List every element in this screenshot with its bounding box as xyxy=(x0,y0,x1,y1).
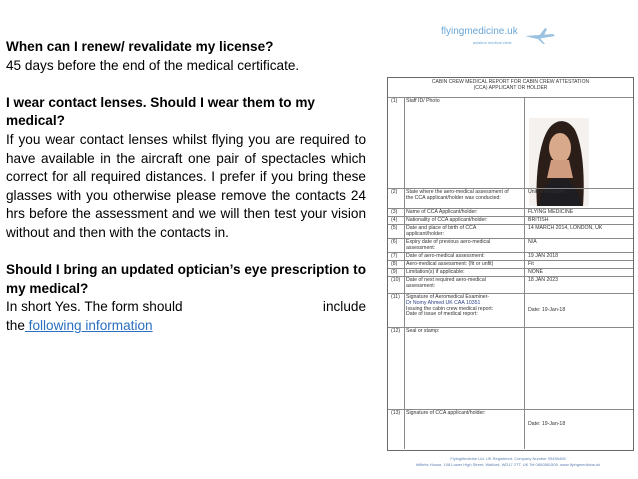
faq-answer-3-prefix: the xyxy=(6,317,25,333)
logo-subtext: aviation medical clinic xyxy=(473,40,512,45)
form-row: (3) Name of CCA Applicant/holder: FLYING MEDICINE xyxy=(388,208,633,217)
form-row: (4) Nationality of CCA applicant/holder: BRITISH xyxy=(388,216,633,225)
faq-answer-3 xyxy=(6,298,366,317)
document-footer: FlyingMedicine Ltd. UK Registered. Company Number 09455408 Willetts House, 108 Lower High Street, Watford, WD17 2TT. UK Tel 0800581505. www.flyingmedicine.uk xyxy=(415,456,601,467)
form-row: (5) Date and place of birth of CCA applicant/holder: 14 MARCH 2014, LONDON, UK xyxy=(388,224,633,239)
form-row: (2) State where the aero-medical assessment of the CCA applicant/holder was conducted: United Kingdom xyxy=(388,188,633,209)
faq-answer-3-line2 xyxy=(6,317,366,336)
form-row: (1) Staff ID/ Photo xyxy=(388,97,633,189)
form-title: CABIN CREW MEDICAL REPORT FOR CABIN CREW ATTESTATION (CCA) APPLICANT OR HOLDER xyxy=(431,79,590,91)
faq-answer-1: 45 days before the end of the medical certificate. xyxy=(6,57,300,73)
faq-question-2: I wear contact lenses. Should I wear them to my medical? xyxy=(6,94,315,129)
form-row: (7) Date of aero-medical assessment: 19 JAN 2018 xyxy=(388,252,633,261)
form-row: (8) Aero-medical assessment: (fit or unfit) Fit xyxy=(388,260,633,269)
faq-answer-3-end: include xyxy=(322,299,366,315)
medical-report-image xyxy=(373,0,638,479)
logo-text: flyingmedicine.uk xyxy=(441,26,518,37)
faq-answer-3-start: In short Yes. The form should xyxy=(6,299,183,315)
form-row: (10) Date of next required aero-medical assessment: 18 JAN 2023 xyxy=(388,276,633,294)
form-row: (11) Signature of Aeromedical Examiner- Dr Nomy Ahmed UK CAA 10351 Issuing the cabin crew medical report: Date of issue of medical report: Date: 19-Jan-18 xyxy=(388,293,633,328)
form-row: (13) Signature of CCA applicant/holder: Date: 19-Jan-18 xyxy=(388,409,633,450)
form-row: (9) Limitation(s) if applicable: NONE xyxy=(388,268,633,277)
faq-answer-2: If you wear contact lenses whilst flying you are required to have available in the aircraft one pair of spectacles which correct for all required distances. I prefer if you bring these glasses with you otherwise please remove the contacts 24 hrs before the assessment and we will then test your vision without and then with the contacts in. xyxy=(6,131,366,240)
faq-text xyxy=(6,38,366,336)
faq-question-3: Should I bring an updated optician’s eye prescription to my medical? xyxy=(6,262,366,296)
flyingmedicine-logo xyxy=(439,22,559,60)
examiner-signature: Dr Nomy Ahmed UK CAA 10351 xyxy=(406,299,481,306)
medical-report-form xyxy=(387,77,634,451)
following-information-link[interactable]: following information xyxy=(24,317,153,333)
faq-question-1: When can I renew/ revalidate my license? xyxy=(6,39,274,54)
form-row: (12) Seal or stamp: xyxy=(388,327,633,410)
form-row: (6) Expiry date of previous aero-medical assessment: N/A xyxy=(388,238,633,253)
